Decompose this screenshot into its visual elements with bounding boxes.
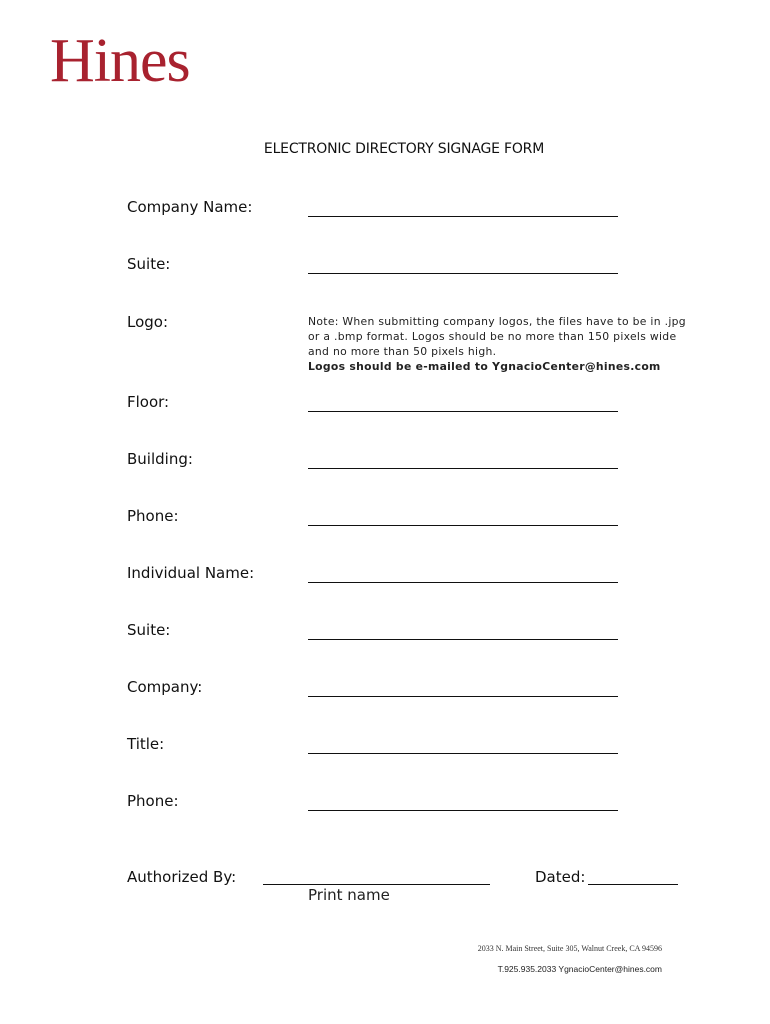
individual-phone-label: Phone: <box>127 792 179 810</box>
phone-input-line[interactable] <box>308 525 618 526</box>
individual-phone-field <box>0 792 770 816</box>
individual-suite-label: Suite: <box>127 621 171 639</box>
suite-label: Suite: <box>127 255 171 273</box>
individual-name-field <box>0 564 770 588</box>
dated-label: Dated: <box>535 868 586 886</box>
print-name-caption: Print name <box>308 886 390 904</box>
building-field <box>0 450 770 474</box>
floor-input-line[interactable] <box>308 411 618 412</box>
phone-field <box>0 507 770 531</box>
individual-name-input-line[interactable] <box>308 582 618 583</box>
title-label: Title: <box>127 735 165 753</box>
suite-field <box>0 255 770 279</box>
authorized-by-label: Authorized By: <box>127 868 237 886</box>
company-input-line[interactable] <box>308 696 618 697</box>
individual-suite-input-line[interactable] <box>308 639 618 640</box>
individual-name-label: Individual Name: <box>127 564 255 582</box>
footer-address: 2033 N. Main Street, Suite 305, Walnut Creek, CA 94596 <box>477 944 662 953</box>
logo-note-text: Note: When submitting company logos, the files have to be in .jpg or a .bmp format. Logos should be no more than 150 pixels wide and no more than 50 pixels high. <box>308 315 686 358</box>
individual-suite-field <box>0 621 770 645</box>
company-name-field <box>0 198 770 222</box>
company-field <box>0 678 770 702</box>
phone-label: Phone: <box>127 507 179 525</box>
logo-note <box>308 314 688 374</box>
logo-email-note: Logos should be e-mailed to YgnacioCenter@hines.com <box>308 360 661 373</box>
suite-input-line[interactable] <box>308 273 618 274</box>
dated-input-line[interactable] <box>588 884 678 885</box>
hines-logo: Hines <box>50 27 190 95</box>
floor-field <box>0 393 770 417</box>
building-label: Building: <box>127 450 193 468</box>
authorized-by-input-line[interactable] <box>263 884 490 885</box>
logo-label: Logo: <box>127 313 169 331</box>
building-input-line[interactable] <box>308 468 618 469</box>
form-title: ELECTRONIC DIRECTORY SIGNAGE FORM <box>263 141 545 157</box>
floor-label: Floor: <box>127 393 170 411</box>
company-name-label: Company Name: <box>127 198 253 216</box>
company-label: Company: <box>127 678 203 696</box>
individual-phone-input-line[interactable] <box>308 810 618 811</box>
title-field <box>0 735 770 759</box>
footer-contact: T.925.935.2033 YgnacioCenter@hines.com <box>497 964 662 974</box>
title-input-line[interactable] <box>308 753 618 754</box>
company-name-input-line[interactable] <box>308 216 618 217</box>
